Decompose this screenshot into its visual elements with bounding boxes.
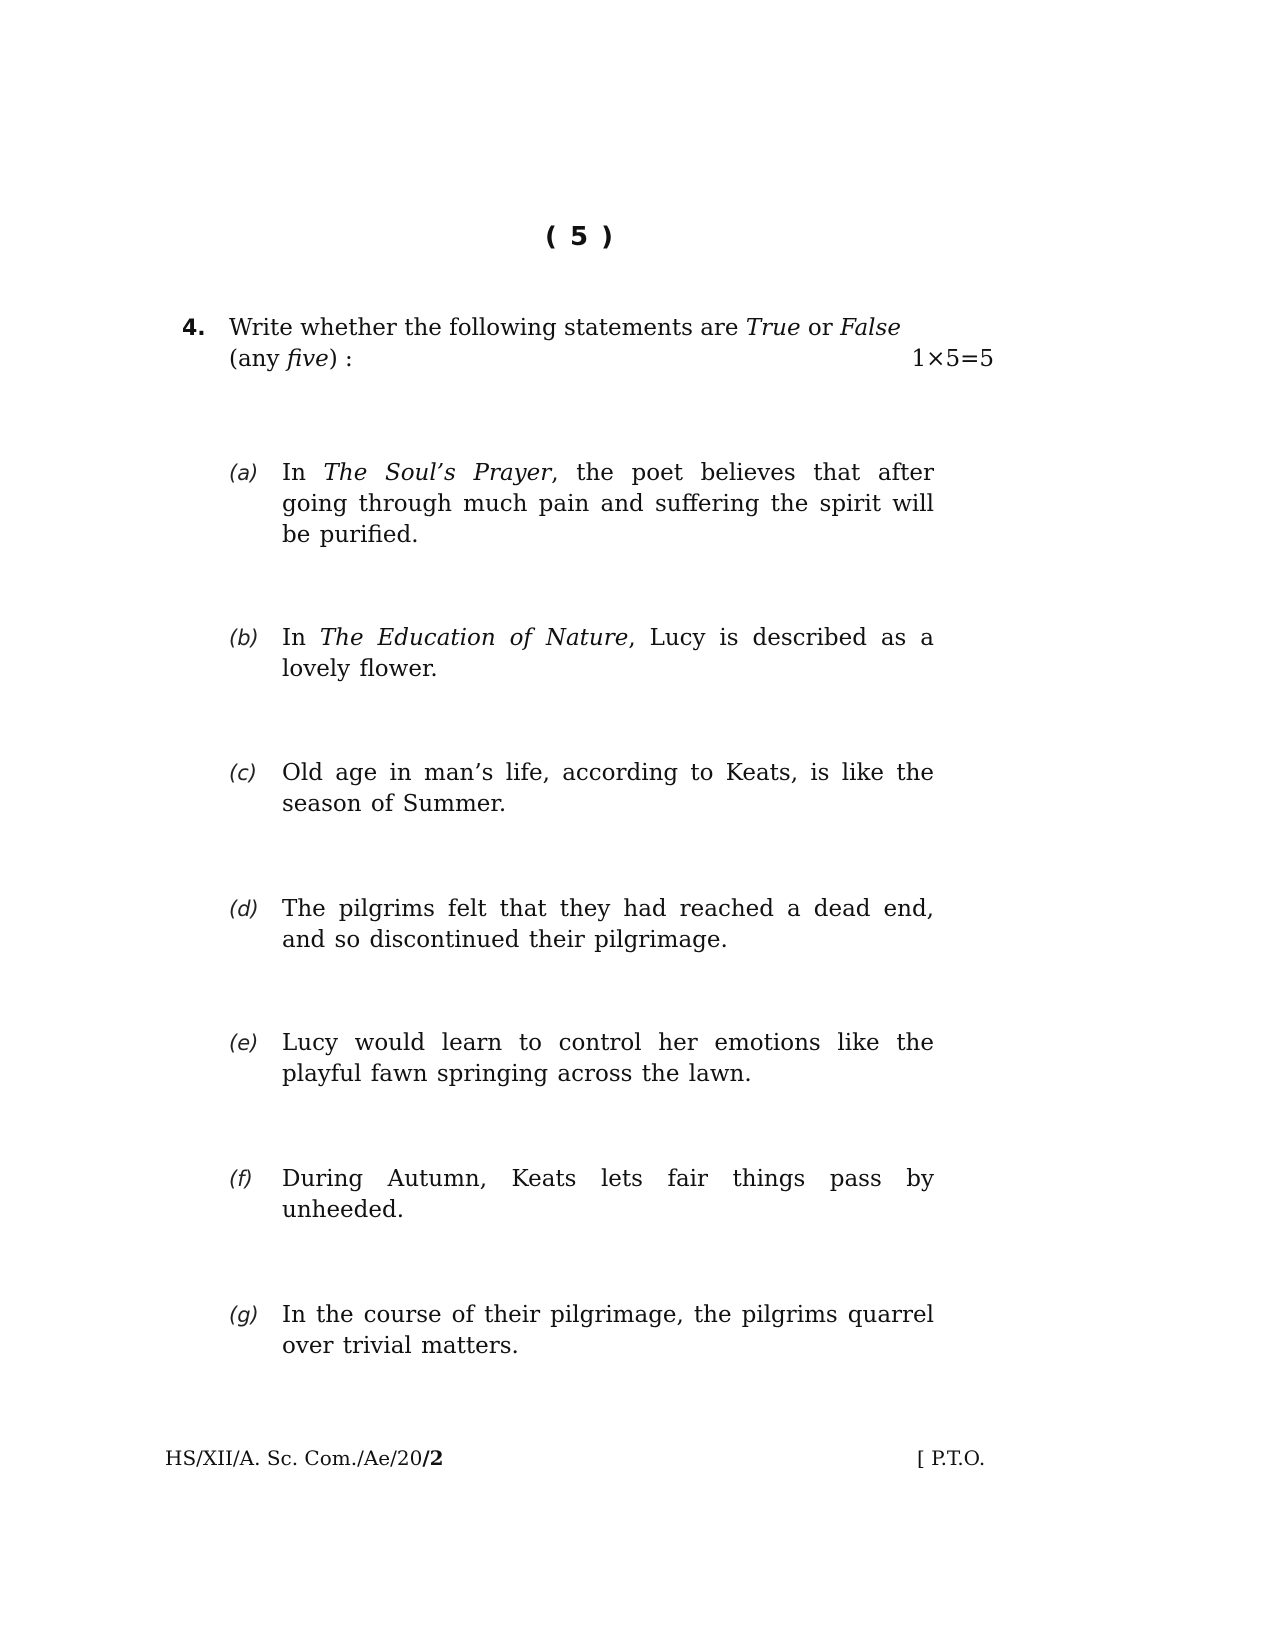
poem-title: The Soul’s Prayer [323, 460, 552, 486]
question-text [229, 313, 994, 375]
paper-code: HS/XII/A. Sc. Com./Ae/20/2 [165, 1446, 444, 1470]
statement-text: In The Soul’s Prayer, the poet believes that after going through much pain and suffering the spirit will be purified. [282, 460, 935, 548]
statement-text: The pilgrims felt that they had reached a dead end, and so discontinued their pilgrimage. [282, 896, 934, 953]
page-number: ( 5 ) [545, 222, 615, 252]
statement-label: (c) [229, 761, 257, 785]
poem-title: The Education of Nature [319, 625, 629, 651]
question-number: 4. [182, 316, 206, 341]
statement-text: Lucy would learn to control her emotions like the playful fawn springing across the lawn. [282, 1030, 934, 1087]
statement-text: Old age in man’s life, according to Keats, is like the season of Summer. [282, 760, 934, 817]
any-five: (any five) : [229, 346, 353, 372]
pto-note: [ P.T.O. [917, 1446, 986, 1470]
statement-label: (g) [229, 1303, 259, 1327]
statement-label: (f) [229, 1167, 253, 1191]
statement-label: (b) [229, 626, 259, 650]
statement-text: During Autumn, Keats lets fair things pass by unheeded. [282, 1166, 934, 1223]
statement-label: (a) [229, 461, 259, 485]
true-word: True [745, 315, 801, 341]
question-subline [229, 344, 994, 375]
statement-label: (e) [229, 1031, 259, 1055]
marks: 1×5=5 [911, 346, 994, 372]
statement-text: In The Education of Nature, Lucy is described as a lovely flower. [282, 625, 934, 682]
false-word: False [840, 315, 901, 341]
question-instruction: Write whether the following statements are True or False [229, 315, 901, 341]
statement-text: In the course of their pilgrimage, the pilgrims quarrel over trivial matters. [282, 1302, 934, 1359]
statement-label: (d) [229, 897, 259, 921]
